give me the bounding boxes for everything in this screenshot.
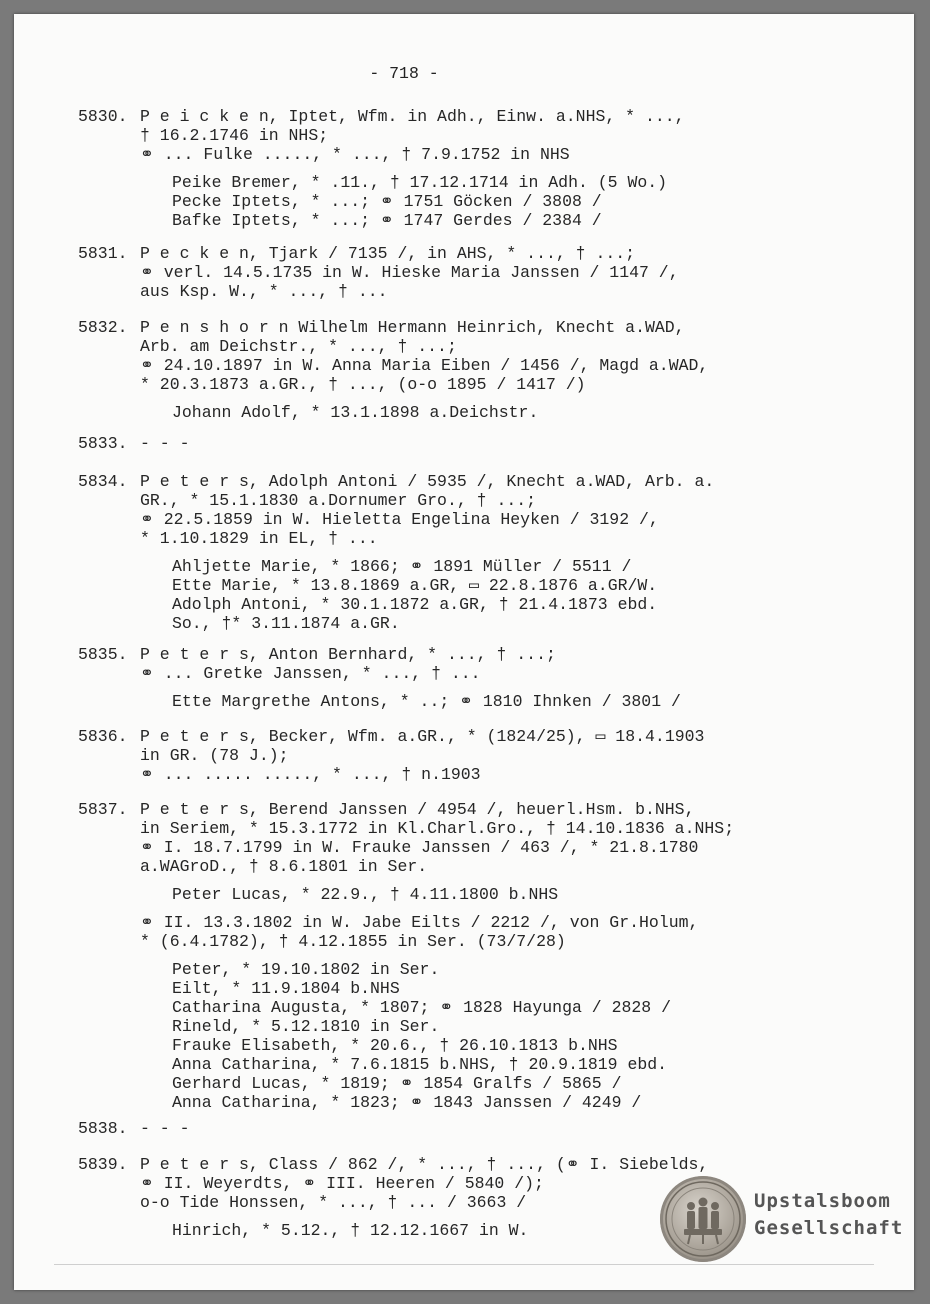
entry-number: 5836. [78,727,128,746]
entry-number: 5834. [78,472,128,491]
entry-number: 5839. [78,1155,128,1174]
entry-line: * 20.3.1873 a.GR., † ..., (o-o 1895 / 1417 /) [140,375,586,394]
entry-line: aus Ksp. W., * ..., † ... [140,282,388,301]
child-line: Peike Bremer, * .11., † 17.12.1714 in Adh. (5 Wo.) [172,173,668,192]
entry-line: † 16.2.1746 in NHS; [140,126,329,145]
child-line: So., †* 3.11.1874 a.GR. [172,614,400,633]
entry-5838 [78,1119,868,1138]
entry-line: P e t e r s, Class / 862 /, * ..., † ..., (⚭ I. Siebelds, [140,1155,709,1174]
entry-5834 [78,472,868,633]
child-line: Adolph Antoni, * 30.1.1872 a.GR, † 21.4.1873 ebd. [172,595,658,614]
page-number: - 718 - [369,64,439,83]
entry-line: ⚭ II. Weyerdts, ⚭ III. Heeren / 5840 /); [140,1174,544,1193]
entry-line: ⚭ ... ..... ....., * ..., † n.1903 [140,765,481,784]
child-line: Peter, * 19.10.1802 in Ser. [172,960,440,979]
child-line: Frauke Elisabeth, * 20.6., † 26.10.1813 b.NHS [172,1036,618,1055]
entry-number: 5833. [78,434,128,453]
entry-line: Arb. am Deichstr., * ..., † ...; [140,337,457,356]
entry-line: ⚭ ... Gretke Janssen, * ..., † ... [140,664,481,683]
document-page [14,14,914,1290]
entry-number: 5835. [78,645,128,664]
child-line: Pecke Iptets, * ...; ⚭ 1751 Göcken / 3808 / [172,192,602,211]
entry-5837 [78,800,868,1112]
entry-number: 5830. [78,107,128,126]
entry-line: in Seriem, * 15.3.1772 in Kl.Charl.Gro., † 14.10.1836 a.NHS; [140,819,735,838]
entry-line: P e t e r s, Berend Janssen / 4954 /, heuerl.Hsm. b.NHS, [140,800,695,819]
entry-number: 5837. [78,800,128,819]
entry-line: P e t e r s, Adolph Antoni / 5935 /, Knecht a.WAD, Arb. a. [140,472,715,491]
publisher-logo [660,1174,904,1264]
child-line: Ette Marie, * 13.8.1869 a.GR, ▭ 22.8.1876 a.GR/W. [172,576,658,595]
child-line: Ahljette Marie, * 1866; ⚭ 1891 Müller / 5511 / [172,557,632,576]
entry-line: ⚭ verl. 14.5.1735 in W. Hieske Maria Janssen / 1147 /, [140,263,679,282]
entry-5833 [78,434,868,453]
seal-icon [660,1176,746,1262]
entry-line: ⚭ 24.10.1897 in W. Anna Maria Eiben / 1456 /, Magd a.WAD, [140,356,709,375]
child-line: Peter Lucas, * 22.9., † 4.11.1800 b.NHS [172,885,559,904]
entry-line: - - - [140,434,190,453]
entry-5831 [78,244,868,301]
child-line: Johann Adolf, * 13.1.1898 a.Deichstr. [172,403,539,422]
child-line: Eilt, * 11.9.1804 b.NHS [172,979,400,998]
entry-5830 [78,107,868,230]
child-line: Hinrich, * 5.12., † 12.12.1667 in W. [172,1221,529,1240]
entry-line: ⚭ 22.5.1859 in W. Hieletta Engelina Heyken / 3192 /, [140,510,659,529]
entry-line: * (6.4.1782), † 4.12.1855 in Ser. (73/7/28) [140,932,566,951]
entry-line: ⚭ I. 18.7.1799 in W. Frauke Janssen / 463 /, * 21.8.1780 [140,838,699,857]
entry-line: a.WAGroD., † 8.6.1801 in Ser. [140,857,428,876]
entry-line: ⚭ ... Fulke ....., * ..., † 7.9.1752 in NHS [140,145,570,164]
entry-line: in GR. (78 J.); [140,746,289,765]
entry-5836 [78,727,868,784]
entry-line: P e n s h o r n Wilhelm Hermann Heinrich, Knecht a.WAD, [140,318,685,337]
bottom-rule [54,1264,874,1265]
entry-line: GR., * 15.1.1830 a.Dornumer Gro., † ...; [140,491,537,510]
child-line: Anna Catharina, * 7.6.1815 b.NHS, † 20.9.1819 ebd. [172,1055,668,1074]
entry-number: 5838. [78,1119,128,1138]
brand-line-2: Gesellschaft [754,1217,904,1239]
entry-line: P e t e r s, Anton Bernhard, * ..., † ...; [140,645,556,664]
child-line: Rineld, * 5.12.1810 in Ser. [172,1017,440,1036]
child-line: Gerhard Lucas, * 1819; ⚭ 1854 Gralfs / 5865 / [172,1074,622,1093]
entry-5835 [78,645,868,711]
entry-5832 [78,318,868,422]
entry-line: P e i c k e n, Iptet, Wfm. in Adh., Einw. a.NHS, * ..., [140,107,685,126]
entry-line: ⚭ II. 13.3.1802 in W. Jabe Eilts / 2212 /, von Gr.Holum, [140,913,699,932]
brand-line-1: Upstalsboom [754,1190,891,1212]
entry-line: o-o Tide Honssen, * ..., † ... / 3663 / [140,1193,527,1212]
child-line: Anna Catharina, * 1823; ⚭ 1843 Janssen / 4249 / [172,1093,642,1112]
child-line: Bafke Iptets, * ...; ⚭ 1747 Gerdes / 2384 / [172,211,602,230]
entry-number: 5831. [78,244,128,263]
child-line: Catharina Augusta, * 1807; ⚭ 1828 Hayunga / 2828 / [172,998,672,1017]
entry-line: - - - [140,1119,190,1138]
child-line: Ette Margrethe Antons, * ..; ⚭ 1810 Ihnken / 3801 / [172,692,681,711]
entry-number: 5832. [78,318,128,337]
entry-line: P e c k e n, Tjark / 7135 /, in AHS, * ..., † ...; [140,244,636,263]
entry-line: P e t e r s, Becker, Wfm. a.GR., * (1824/25), ▭ 18.4.1903 [140,727,705,746]
entry-line: * 1.10.1829 in EL, † ... [140,529,378,548]
